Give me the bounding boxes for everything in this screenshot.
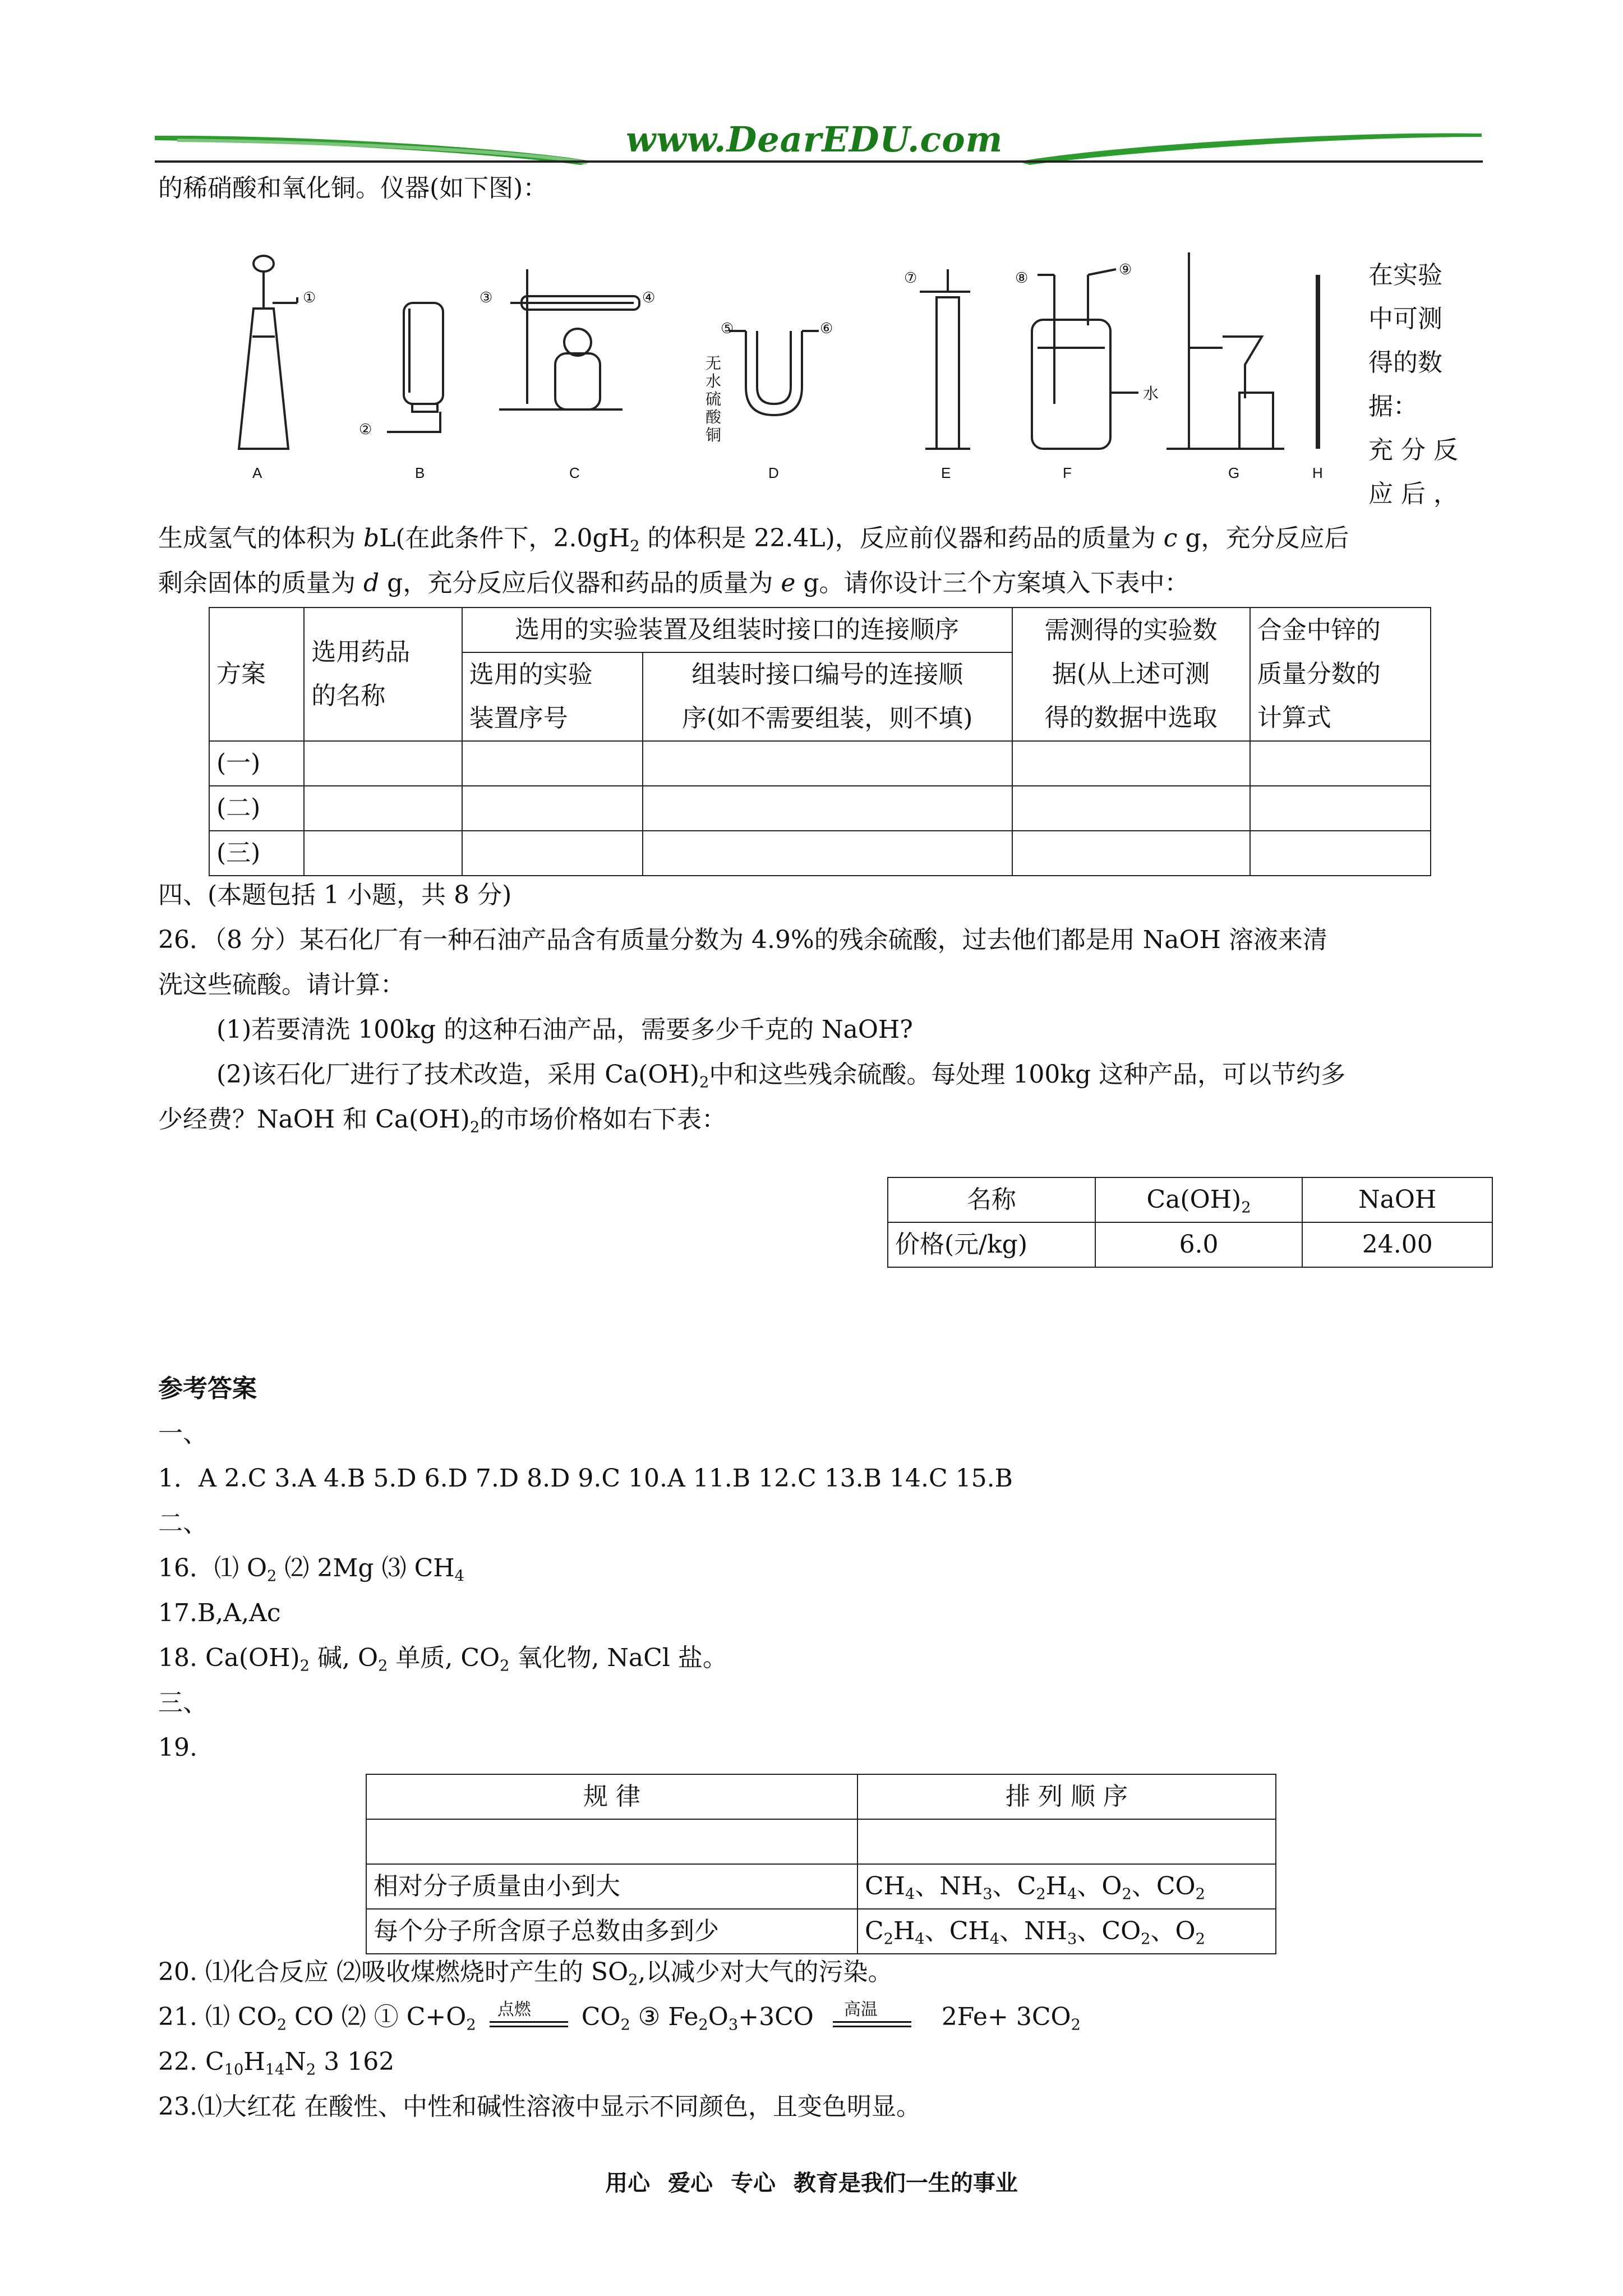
q26-line2: 洗这些硫酸。请计算： — [158, 970, 405, 999]
label-water: 水 — [1143, 384, 1159, 403]
table-row — [209, 831, 1431, 876]
row-label: (二) — [209, 786, 304, 831]
answer-cell[interactable] — [462, 786, 643, 831]
answer-23: 23.⑴大红花 在酸性、中性和碱性溶液中显示不同颜色，且变色明显。 — [158, 2092, 921, 2121]
answers-section-1: 一、 — [158, 1419, 208, 1448]
answer-21: 21. ⑴ $CO_2$ CO ⑵ ① $C+O_2$ 点燃 $CO_2$ ③ $Fe_2O_3+3CO$ 高温 $2Fe+ 3CO_2$ — [158, 2000, 1081, 2036]
paragraph-1: 生成氢气的体积为 bL(在此条件下，$2.0gH_2$ 的体积是 22.4L)，反应前仪器和药品的质量为 c g，充分反应后 — [158, 524, 1349, 555]
answer-cell[interactable] — [462, 741, 643, 786]
answers-section-2: 二、 — [158, 1509, 208, 1538]
port-4: ④ — [642, 289, 656, 306]
side-text-1: 在实验 — [1368, 261, 1442, 289]
header-drug: 选用药品 的名称 — [304, 608, 462, 741]
answer-16: 16．⑴ $O_2$ ⑵ 2Mg ⑶ $CH_4$ — [158, 1554, 464, 1585]
answer-cell[interactable] — [304, 831, 462, 876]
q26-line1: 26．（8 分）某石化厂有一种石油产品含有质量分数为 4.9%的残余硫酸，过去他们都是用 NaOH 溶液来清 — [158, 926, 1327, 954]
answer-cell[interactable] — [1250, 741, 1431, 786]
header-data: 需测得的实验数 据(从上述可测 得的数据中选取 — [1012, 608, 1250, 741]
side-text-2: 中可测 — [1368, 305, 1442, 333]
flask-a-icon — [239, 256, 297, 449]
table-row — [209, 741, 1431, 786]
section-4-heading: 四、(本题包括 1 小题，共 8 分) — [158, 881, 512, 909]
answer-cell[interactable] — [1012, 741, 1250, 786]
intro-line: 的稀硝酸和氧化铜。仪器(如下图)： — [158, 174, 548, 203]
answer-cell[interactable] — [462, 831, 643, 876]
label-d: D — [768, 464, 779, 481]
q26-line3: (1)若要清洗 100kg 的这种石油产品，需要多少千克的 NaOH? — [216, 1015, 913, 1044]
table-row — [366, 1909, 1276, 1954]
price-table — [887, 1177, 1493, 1268]
cylinder-e-icon — [920, 269, 970, 449]
label-c: C — [569, 464, 580, 481]
plan-table — [209, 607, 1431, 876]
condition-ignite: 点燃 — [484, 2002, 574, 2036]
answer-17: 17.B,A,Ac — [158, 1599, 281, 1627]
answer-cell[interactable] — [1250, 831, 1431, 876]
answer-cell[interactable] — [1012, 831, 1250, 876]
port-3: ③ — [479, 289, 493, 306]
label-h: H — [1312, 464, 1323, 481]
price-header-name: 名称 — [888, 1177, 1095, 1222]
port-1: ① — [303, 289, 316, 306]
header-setup-ids: 选用的实验 装置序号 — [462, 652, 643, 741]
condition-high-temp: 高温 — [822, 2002, 934, 2036]
answer-18: 18. $Ca(OH)_2$ 碱, $O_2$ 单质, $CO_2$ 氧化物, NaCl 盐。 — [158, 1644, 727, 1675]
answer-cell[interactable] — [1250, 786, 1431, 831]
filter-funnel-g-icon — [1166, 252, 1284, 449]
site-title: www.DearEDU.com — [626, 119, 1003, 160]
side-text-5: 充 分 反 — [1368, 436, 1458, 464]
header-plan: 方案 — [209, 608, 304, 741]
u-tube-d-icon — [729, 331, 819, 415]
row-label: (一) — [209, 741, 304, 786]
header-banner — [155, 118, 1482, 180]
page-footer: 用心 爱心 专心 教育是我们一生的事业 — [605, 2170, 1018, 2196]
heated-tube-c-icon — [499, 269, 639, 409]
answers-1-15: 1．A 2.C 3.A 4.B 5.D 6.D 7.D 8.D 9.C 10.A 11.B 12.C 13.B 14.C 15.B — [158, 1464, 1013, 1493]
q26-line5: 少经费？NaOH 和 $Ca(OH)_2$的市场价格如右下表： — [158, 1105, 727, 1137]
side-text-3: 得的数 — [1368, 348, 1442, 377]
table-row — [366, 1819, 1276, 1864]
answers-title: 参考答案 — [158, 1374, 257, 1403]
label-f: F — [1063, 464, 1072, 481]
apparatus-figure — [219, 236, 1329, 494]
rule-cell: 相对分子质量由小到大 — [366, 1864, 857, 1909]
port-5: ⑤ — [721, 320, 734, 337]
row-label: (三) — [209, 831, 304, 876]
answer-cell[interactable] — [643, 831, 1012, 876]
rule-table — [366, 1774, 1276, 1954]
answer-20: 20. ⑴化合反应 ⑵吸收煤燃烧时产生的 $SO_2$,以减少对大气的污染。 — [158, 1958, 893, 1989]
rule-header-order: 排 列 顺 序 — [857, 1774, 1276, 1819]
label-anhydrous-copper-sulfate: 无水硫酸铜 — [706, 354, 722, 444]
header-setup-order: 组装时接口编号的连接顺 序(如不需要组装，则不填) — [643, 652, 1012, 741]
answer-cell[interactable] — [1012, 786, 1250, 831]
paragraph-2: 剩余固体的质量为 d g，充分反应后仪器和药品的质量为 e g。请你设计三个方案填入下表中： — [158, 569, 1189, 597]
side-text-6: 应 后 ， — [1368, 480, 1458, 508]
price-caoh2: 6.0 — [1095, 1222, 1303, 1267]
port-2: ② — [359, 421, 372, 438]
answers-section-3: 三、 — [158, 1688, 208, 1717]
answer-cell[interactable] — [643, 786, 1012, 831]
port-7: ⑦ — [904, 269, 917, 286]
header-setup: 选用的实验装置及组装时接口的连接顺序 — [462, 608, 1012, 652]
port-9: ⑨ — [1119, 261, 1132, 278]
answer-cell[interactable] — [643, 741, 1012, 786]
header-formula: 合金中锌的 质量分数的 计算式 — [1250, 608, 1431, 741]
price-row-label: 价格(元/kg) — [888, 1222, 1095, 1267]
answer-19: 19. — [158, 1733, 197, 1762]
header-rule — [155, 160, 1483, 163]
answer-cell[interactable] — [304, 786, 462, 831]
answer-cell[interactable] — [304, 741, 462, 786]
wash-bottle-f-icon — [1032, 269, 1138, 449]
bottle-b-icon — [387, 303, 443, 432]
port-6: ⑥ — [820, 320, 833, 337]
label-a: A — [252, 464, 262, 481]
table-row — [366, 1864, 1276, 1909]
rule-header-rule: 规 律 — [366, 1774, 857, 1819]
table-row — [209, 786, 1431, 831]
price-header-naoh: NaOH — [1302, 1177, 1492, 1222]
label-g: G — [1228, 464, 1240, 481]
label-b: B — [415, 464, 425, 481]
price-naoh: 24.00 — [1302, 1222, 1492, 1267]
order-cell: $CH_4$、$NH_3$、$C_2H_4$、$O_2$、$CO_2$ — [857, 1864, 1276, 1909]
price-header-caoh2: $Ca(OH)_2$ — [1095, 1177, 1303, 1222]
label-e: E — [941, 464, 951, 481]
q26-line4: (2)该石化厂进行了技术改造，采用 $Ca(OH)_2$中和这些残余硫酸。每处理 100kg 这种产品，可以节约多 — [216, 1060, 1346, 1092]
answer-22: 22. $C_{10}H_{14}N_2$ 3 162 — [158, 2047, 395, 2079]
port-8: ⑧ — [1015, 269, 1029, 286]
rule-cell: 每个分子所含原子总数由多到少 — [366, 1909, 857, 1954]
side-text-4: 据： — [1368, 392, 1418, 421]
order-cell: $C_2H_4$、$CH_4$、$NH_3$、$CO_2$、$O_2$ — [857, 1909, 1276, 1954]
